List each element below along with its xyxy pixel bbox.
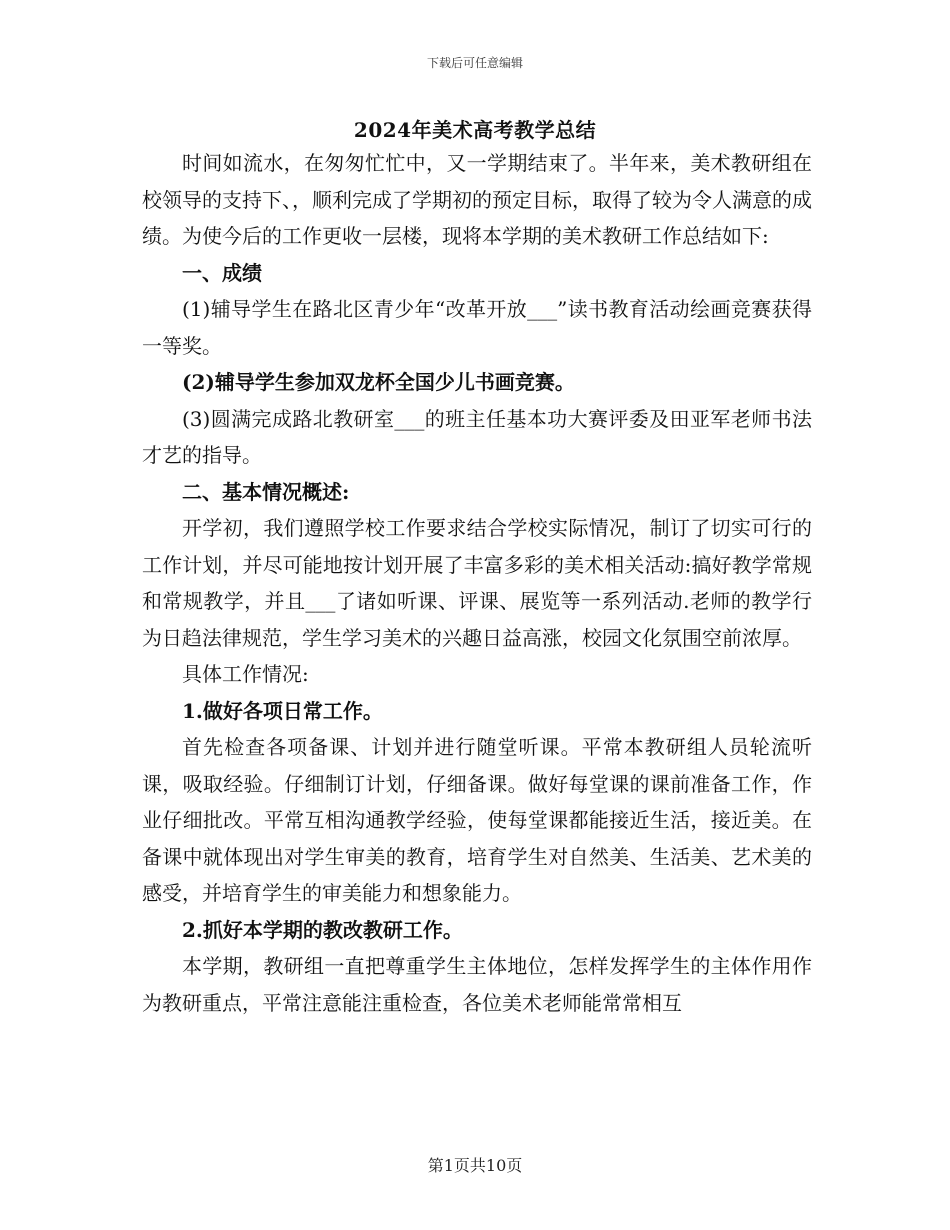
document-title: 2024年美术高考教学总结 (353, 118, 597, 142)
paragraph-achievement-2: (2)辅导学生参加双龙杯全国少儿书画竞赛。 (182, 370, 575, 394)
paragraph-intro: 时间如流水，在匆匆忙忙中，又一学期结束了。半年来，美术教研组在校领导的支持下、，顺利完成了学期初的预定目标，取得了较为令人满意的成绩。为使今后的工作更收一层楼，现将本学期的美术教研工作总结如下: (142, 151, 812, 248)
paragraph-daily-work: 首先检查各项备课、计划并进行随堂听课。平常本教研组人员轮流听课，吸取经验。仔细制订计划，仔细备课。做好每堂课的课前准备工作，作业仔细批改。平常互相沟通教学经验，使每堂课都能接近生活，接近美。在备课中就体现出对学生审美的教育，培育学生对自然美、生活美、艺术美的感受，并培育学生的审美能力和想象能力。 (142, 735, 812, 905)
heading-teaching-reform: 2.抓好本学期的教改教研工作。 (182, 917, 463, 942)
page-number-footer: 第1页共10页 (427, 1156, 523, 1175)
heading-daily-work: 1.做好各项日常工作。 (182, 698, 383, 723)
document-body (142, 145, 812, 1021)
heading-overview: 二、基本情况概述: (182, 479, 350, 504)
paragraph-achievement-3: (3)圆满完成路北教研室___的班主任基本功大赛评委及田亚军老师书法才艺的指导。 (142, 406, 812, 467)
header-note: 下载后可任意编辑 (426, 56, 523, 70)
paragraph-details-intro: 具体工作情况: (182, 662, 309, 686)
paragraph-overview: 开学初，我们遵照学校工作要求结合学校实际情况，制订了切实可行的工作计划，并尽可能地按计划开展了丰富多彩的美术相关活动:搞好教学常规和常规教学，并且___了诸如听课、评课、展览等一系列活动.老师的教学行为日趋法律规范，学生学习美术的兴趣日益高涨，校园文化氛围空前浓厚。 (142, 516, 812, 650)
paragraph-teaching-reform: 本学期，教研组一直把尊重学生主体地位，怎样发挥学生的主体作用作为教研重点，平常注意能注重检查，各位美术老师能常常相互 (142, 954, 812, 1015)
paragraph-achievement-1: (1)辅导学生在路北区青少年“改革开放___”读书教育活动绘画竞赛获得一等奖。 (142, 297, 812, 358)
heading-achievements: 一、成绩 (182, 260, 262, 285)
